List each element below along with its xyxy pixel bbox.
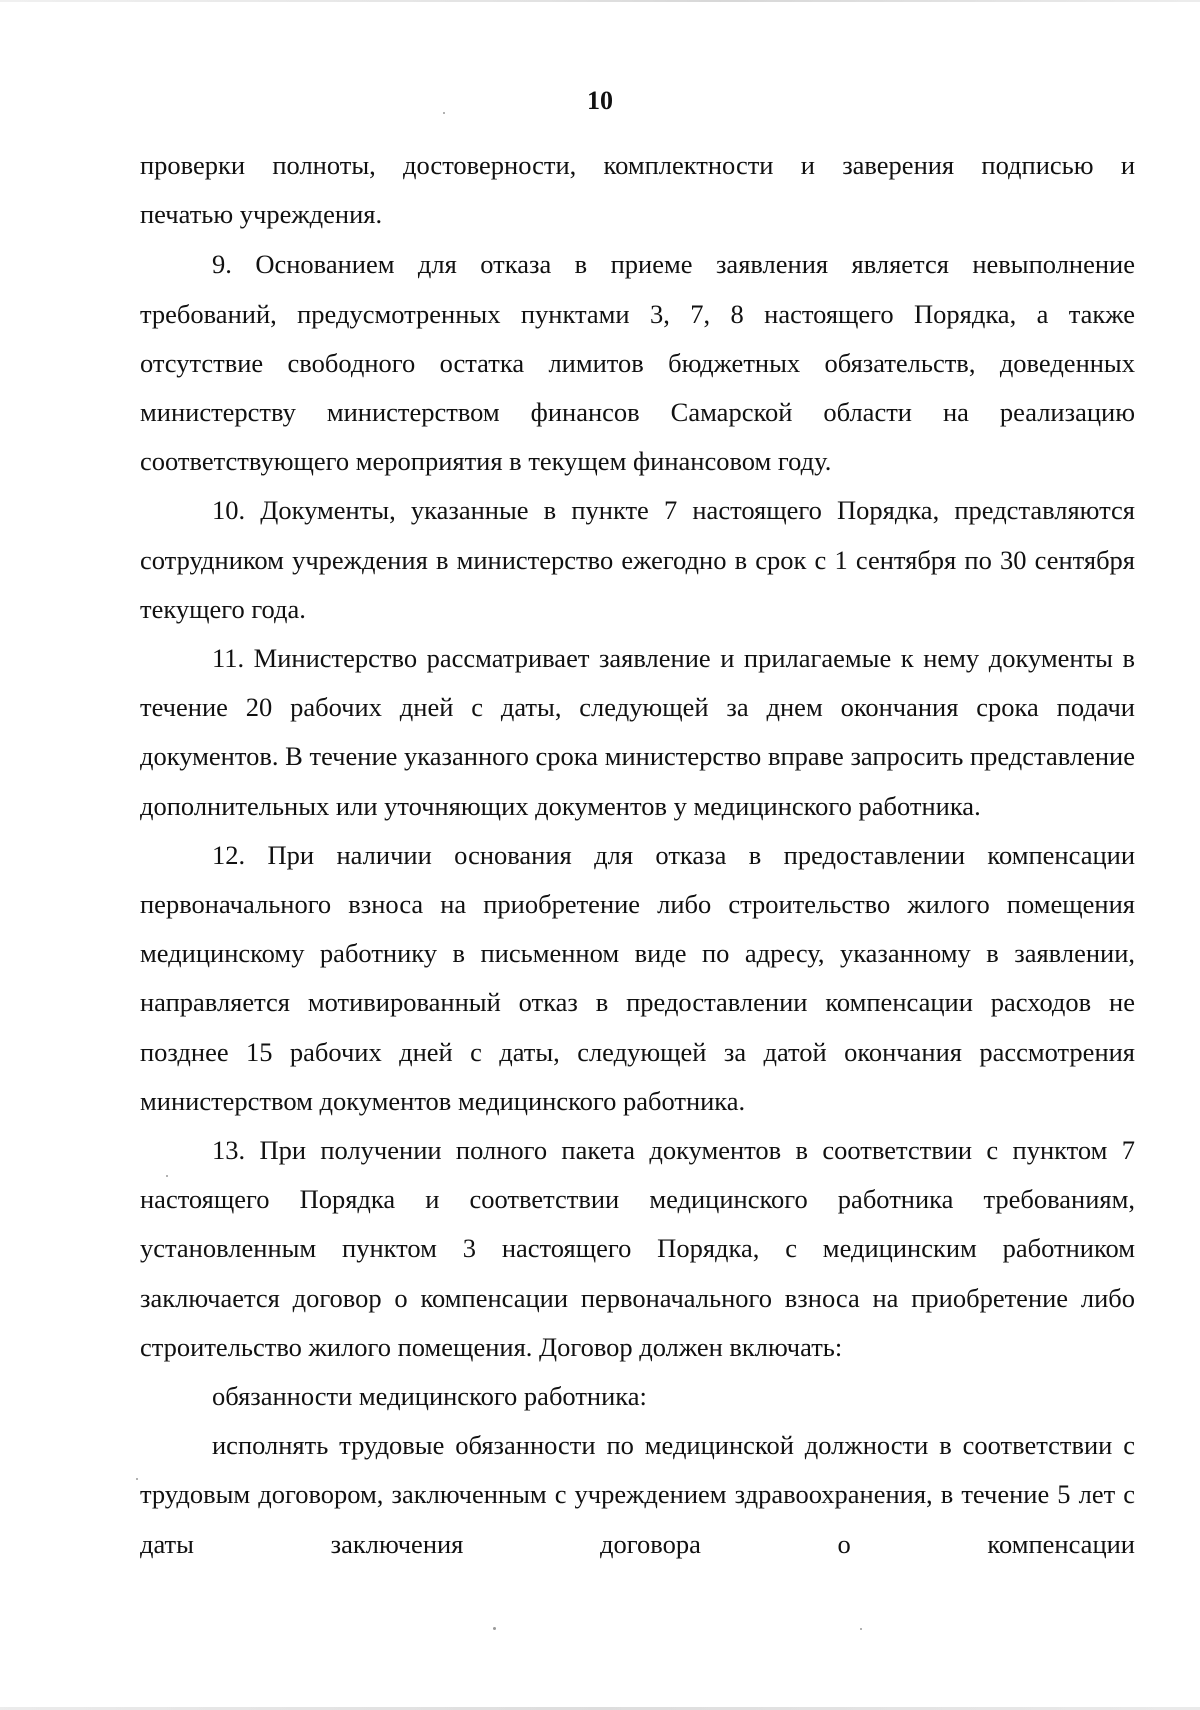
paragraph-13: 13. При получении полного пакета документов в соответствии с пунктом 7 настоящего Порядка и соответствии медицинского работника требованиям, установленным пунктом 3 настоящего Порядка, с медицинским работником заключается договор о компенсации первоначального взноса на приобретение либо строительство жилого помещения. Договор должен включать: bbox=[140, 1135, 1135, 1362]
paragraph-11: 11. Министерство рассматривает заявление и прилагаемые к нему документы в течение 20 рабочих дней с даты, следующей за днем окончания срока подачи документов. В течение указанного срока министерство вправе запросить представление дополнительных или уточняющих документов у медицинского работника. bbox=[140, 643, 1135, 821]
scan-speck bbox=[136, 1478, 138, 1480]
paragraph-obligation-1: исполнять трудовые обязанности по медицинской должности в соответствии с трудовым договором, заключенным с учреждением здравоохранения, в течение 5 лет с даты заключения договора о компенсации bbox=[140, 1430, 1135, 1559]
scan-speck bbox=[860, 1628, 862, 1630]
scan-speck bbox=[166, 1175, 168, 1177]
paragraph-continuation-line-1: проверки полноты, достоверности, комплектности и заверения подписью и bbox=[140, 150, 1135, 180]
paragraph-12: 12. При наличии основания для отказа в предоставлении компенсации первоначального взноса на приобретение либо строительство жилого помещения медицинскому работнику в письменном виде по адресу, указанному в заявлении, направляется мотивированный отказ в предоставлении компенсации расходов не позднее 15 рабочих дней с даты, следующей за датой окончания рассмотрения министерством документов медицинского работника. bbox=[140, 839, 1135, 1116]
paragraph-10: 10. Документы, указанные в пункте 7 настоящего Порядка, представляются сотрудником учреждения в министерство ежегодно в срок с 1 сентября по 30 сентября текущего года. bbox=[140, 495, 1135, 624]
scan-speck bbox=[493, 1627, 496, 1630]
page-number: 10 bbox=[587, 86, 613, 115]
document-body bbox=[140, 141, 1135, 1569]
scan-edge-top bbox=[0, 0, 1200, 2]
scan-speck bbox=[443, 112, 445, 114]
paragraph-9: 9. Основанием для отказа в приеме заявления является невыполнение требований, предусмотренных пунктами 3, 7, 8 настоящего Порядка, а также отсутствие свободного остатка лимитов бюджетных обязательств, доведенных министерству министерством финансов Самарской области на реализацию соответствующего мероприятия в текущем финансовом году. bbox=[140, 249, 1135, 477]
paragraph-continuation-line-2: печатью учреждения. bbox=[140, 199, 383, 230]
paragraph-obligations-heading: обязанности медицинского работника: bbox=[212, 1381, 647, 1412]
